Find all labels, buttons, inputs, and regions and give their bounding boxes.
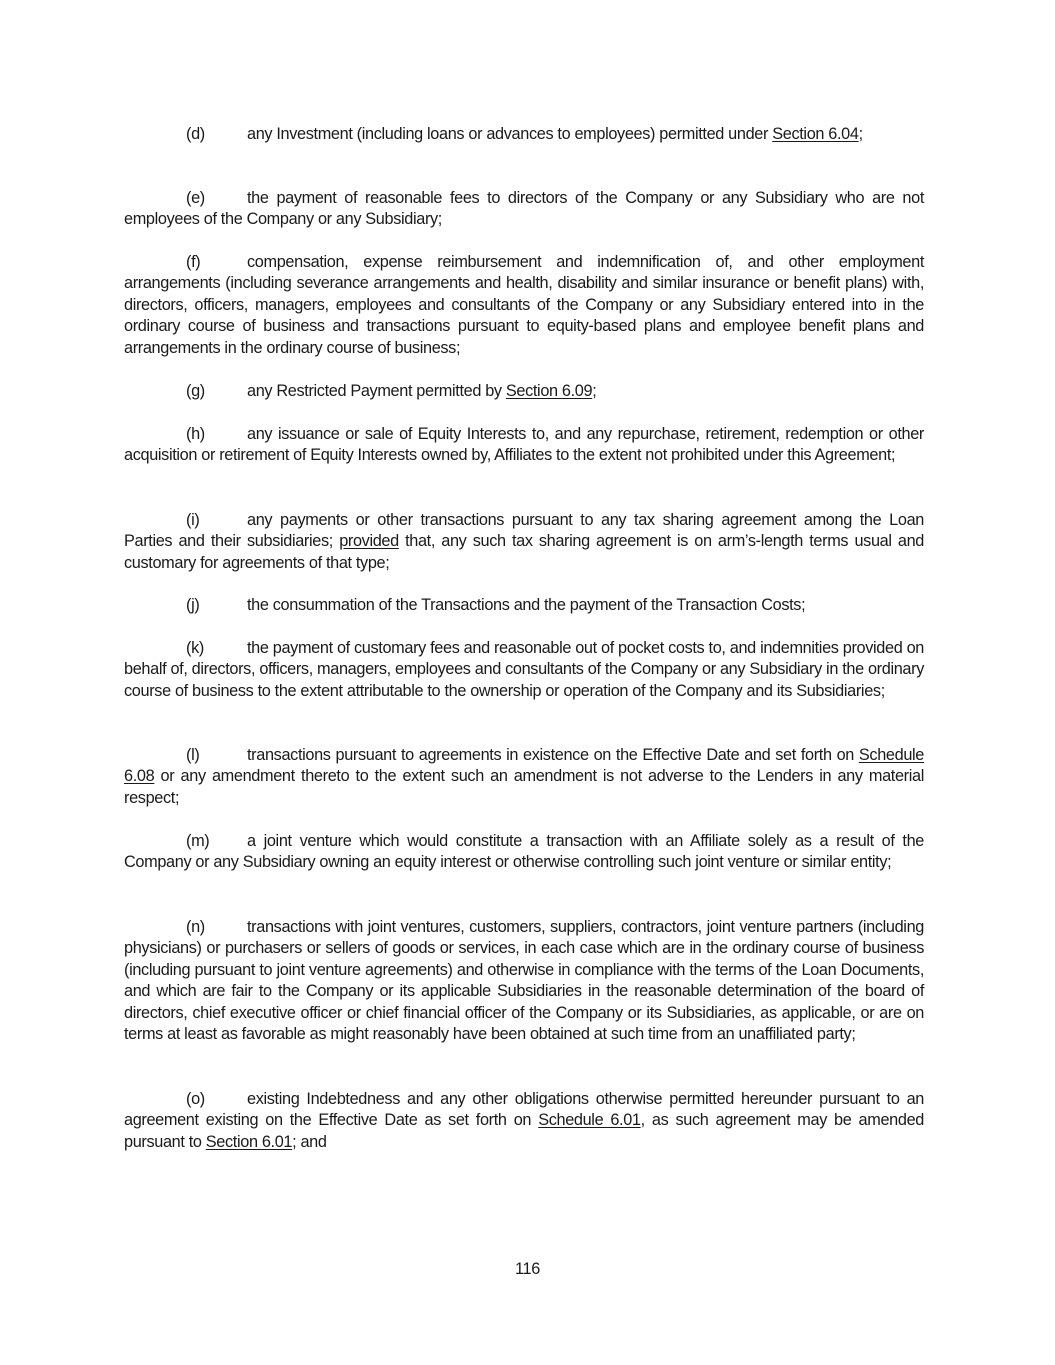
paragraph-n: (n) transactions with joint ventures, customers, suppliers, contractors, joint venture partners (including physicians) or purchasers or sellers of goods or services, in each case which are in the ordinary course of business (including pursuant to joint venture agreements) and otherwise in compliance with the terms of the Loan Documents, and which are fair to the Company or its applicable Subsidiaries in the reasonable determination of the board of directors, chief executive officer or chief financial officer of the Company or its Subsidiaries, as applicable, or are on terms at least as favorable as might reasonably have been obtained at such time from an unaffiliated party; [124,918,924,1044]
paragraph-label: (o) [186,1090,205,1108]
paragraph-label: (h) [186,425,205,443]
paragraph-label: (f) [186,253,201,271]
paragraph-label: (d) [186,125,205,143]
paragraph-k: (k) the payment of customary fees and reasonable out of pocket costs to, and indemnities provided on behalf of, directors, officers, managers, employees and consultants of the Company or any Subsidiary in the ordinary course of business to the extent attributable to the ownership or operation of the Company and its Subsidiaries; [124,639,924,700]
paragraph-label: (j) [186,596,200,614]
paragraph-label: (g) [186,382,205,400]
paragraph-label: (i) [186,511,200,529]
paragraph-o: (o) existing Indebtedness and any other obligations otherwise permitted hereunder pursuant to an agreement existing on the Effective Date as set forth on Schedule 6.01, as such agreement may be amended pursuant to Section 6.01; and [124,1090,924,1151]
section-reference: Section 6.01 [205,1132,293,1151]
section-reference: Section 6.04 [772,125,859,143]
paragraph-i: (i) any payments or other transactions pursuant to any tax sharing agreement among the Loan Parties and their subsidiaries; provided that, any such tax sharing agreement is on arm’s-length terms usual and customary for agreements of that type; [124,511,924,572]
paragraph-label: (k) [186,639,204,657]
paragraph-g: (g) any Restricted Payment permitted by Section 6.09; [124,381,924,402]
paragraph-f: (f) compensation, expense reimbursement and indemnification of, and other employment arrangements (including severance arrangements and health, disability and similar insurance or benefit plans) with, directors, officers, managers, employees and consultants of the Company or any Subsidiary entered into in the ordinary course of business and transactions pursuant to equity-based plans and employee benefit plans and arrangements in the ordinary course of business; [124,253,924,357]
paragraph-d: (d) any Investment (including loans or advances to employees) permitted under Section 6.04; [124,124,924,145]
paragraph-h: (h) any issuance or sale of Equity Interests to, and any repurchase, retirement, redemption or other acquisition or retirement of Equity Interests owned by, Affiliates to the extent not prohibited under this Agreement; [124,425,924,465]
schedule-reference: Schedule 6.08 [124,746,924,786]
paragraph-label: (n) [186,918,205,936]
schedule-reference: Schedule 6.01 [538,1111,641,1130]
provided-term: provided [339,532,399,551]
paragraph-l: (l) transactions pursuant to agreements in existence on the Effective Date and set forth on Schedule 6.08 or any amendment thereto to the extent such an amendment is not adverse to the Lenders in any material respect; [124,746,924,807]
section-reference: Section 6.09 [505,382,593,400]
paragraph-j: (j) the consummation of the Transactions and the payment of the Transaction Costs; [124,595,924,616]
paragraph-m: (m) a joint venture which would constitute a transaction with an Affiliate solely as a result of the Company or any Subsidiary owning an equity interest or otherwise controlling such joint venture or similar entity; [124,832,924,872]
paragraph-label: (e) [186,189,205,207]
paragraph-label: (m) [186,832,210,850]
page-number: 116 [515,1260,540,1278]
paragraph-label: (l) [186,746,200,764]
paragraph-e: (e) the payment of reasonable fees to directors of the Company or any Subsidiary who are not employees of the Company or any Subsidiary; [124,189,924,229]
